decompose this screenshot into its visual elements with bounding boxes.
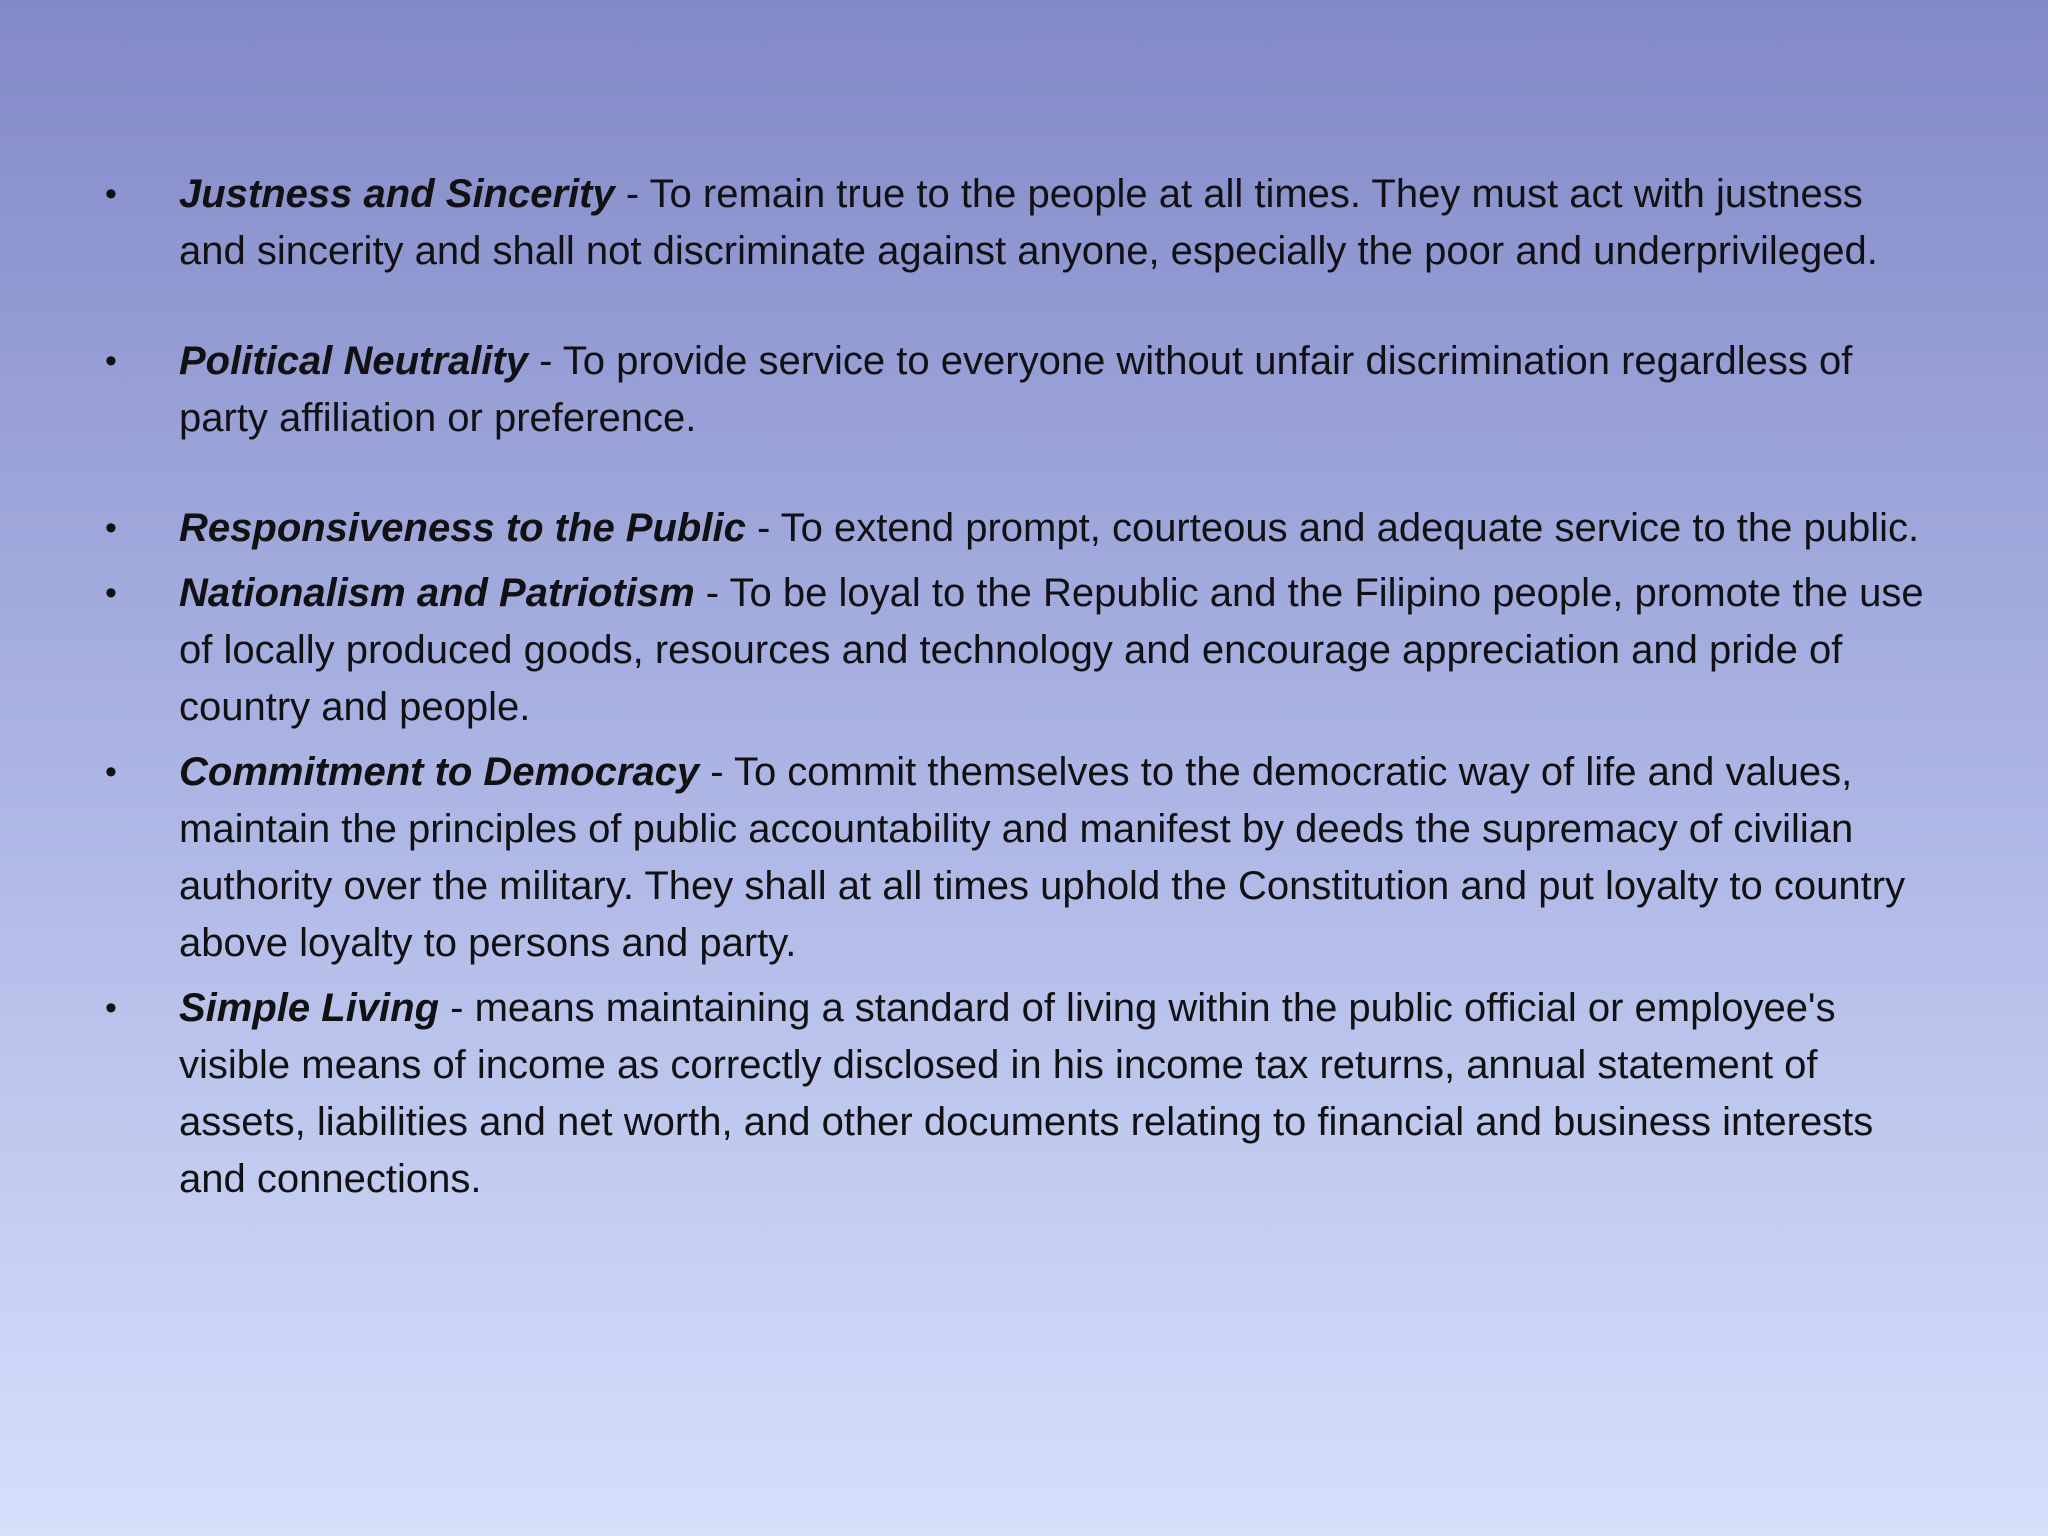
bullet-dot-icon: •: [105, 753, 117, 791]
bullet-list: [105, 166, 1925, 1208]
bullet-item-nationalism-patriotism: [105, 565, 1925, 736]
bullet-item-simple-living: [105, 980, 1925, 1208]
bullet-item-political-neutrality: [105, 333, 1925, 447]
bullet-term: Responsiveness to the Public: [179, 506, 746, 550]
bullet-term: Nationalism and Patriotism: [179, 571, 695, 615]
bullet-term: Justness and Sincerity: [179, 172, 615, 216]
bullet-item-justness-sincerity: [105, 166, 1925, 280]
bullet-dot-icon: •: [105, 175, 117, 213]
bullet-dot-icon: •: [105, 574, 117, 612]
bullet-text: - means maintaining a standard of living within the public official or employee's visible means of income as correctly disclosed in his income tax returns, annual statement of assets, liabilities and net worth, and other documents relating to financial and business interests and connections.: [179, 986, 1874, 1201]
bullet-text: - To extend prompt, courteous and adequate service to the public.: [745, 506, 1920, 550]
bullet-item-responsiveness: [105, 500, 1925, 557]
bullet-term: Simple Living: [179, 986, 440, 1030]
bullet-text: - To provide service to everyone without unfair discrimination regardless of party affiliation or preference.: [179, 339, 1853, 440]
bullet-text: - To remain true to the people at all times. They must act with justness and sincerity and shall not discriminate against anyone, especially the poor and underprivileged.: [179, 172, 1878, 273]
bullet-item-commitment-democracy: [105, 744, 1925, 972]
bullet-text: - To be loyal to the Republic and the Filipino people, promote the use of locally produced goods, resources and technology and encourage appreciation and pride of country and people.: [179, 571, 1924, 729]
bullet-dot-icon: •: [105, 509, 117, 547]
bullet-dot-icon: •: [105, 342, 117, 380]
bullet-text: - To commit themselves to the democratic way of life and values, maintain the principles of public accountability and manifest by deeds the supremacy of civilian authority over the military. They shall at all times uphold the Constitution and put loyalty to country above loyalty to persons and party.: [179, 750, 1906, 965]
bullet-term: Commitment to Democracy: [179, 750, 700, 794]
bullet-dot-icon: •: [105, 989, 117, 1027]
bullet-term: Political Neutrality: [179, 339, 528, 383]
